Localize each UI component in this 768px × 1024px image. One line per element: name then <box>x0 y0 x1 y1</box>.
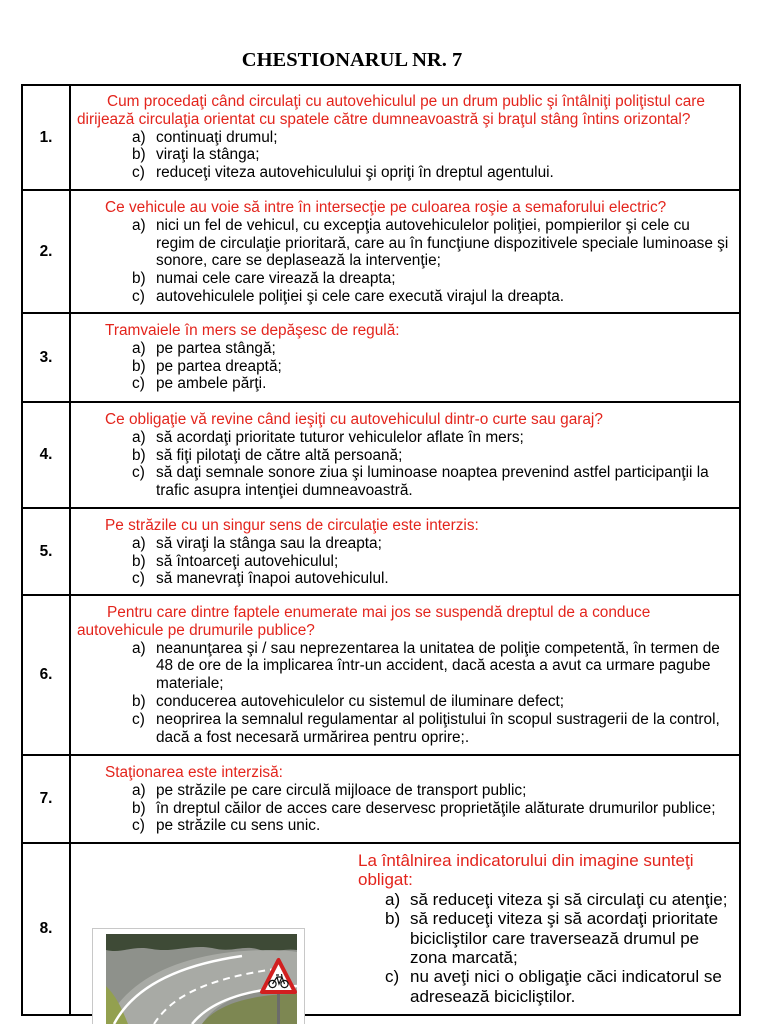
option-a <box>71 129 739 147</box>
question-line: Ce obligaţie vă revine când ieşiţi cu autovehiculul dintr-o curte sau garaj? <box>105 411 603 428</box>
option-line: neoprirea la semnalul regulamentar al poliţistului în scopul sustragerii de la control, <box>156 710 720 728</box>
option-line: în dreptul căilor de acces care deservesc proprietăţile alăturate drumurilor publice; <box>156 799 716 817</box>
option-letter: a) <box>132 781 146 799</box>
question-number: 2. <box>23 191 71 312</box>
option-line: să reduceţi viteza şi să circulaţi cu atenţie; <box>410 889 728 909</box>
question-number: 4. <box>23 403 71 507</box>
option-a <box>71 890 739 909</box>
question-row-2 <box>23 189 739 312</box>
option-c <box>71 570 739 588</box>
option-text <box>156 817 739 835</box>
option-line: materiale; <box>156 675 224 693</box>
option-a <box>71 340 739 358</box>
option-line: adresează bicicliştilor. <box>410 986 576 1006</box>
option-text <box>156 570 739 588</box>
question-text <box>71 93 739 129</box>
option-line: pe partea dreaptă; <box>156 357 282 375</box>
question-row-3 <box>23 312 739 401</box>
option-letter: a) <box>132 639 146 657</box>
option-text <box>410 967 739 1006</box>
question-line: obligat: <box>358 870 413 890</box>
question-line: dirijează circulaţia orientat cu spatele către dumneavoastră şi braţul stâng întins orizontal? <box>77 110 691 128</box>
option-b <box>71 146 739 164</box>
option-letter: b) <box>132 446 146 464</box>
question-cell <box>71 314 739 401</box>
option-line: pe străzile pe care circulă mijloace de transport public; <box>156 781 527 799</box>
sign-post <box>277 992 280 1024</box>
question-text <box>71 199 739 217</box>
question-number: 8. <box>23 844 71 1014</box>
option-line: numai cele care virează la dreapta; <box>156 270 396 288</box>
option-line: conducerea autovehiculelor cu sistemul de iluminare defect; <box>156 692 565 710</box>
option-letter: b) <box>132 692 146 710</box>
option-b <box>71 358 739 376</box>
option-text <box>410 909 739 967</box>
question-number: 6. <box>23 596 71 754</box>
option-text <box>410 890 739 909</box>
option-letter: a) <box>132 534 146 552</box>
option-a <box>71 640 739 693</box>
option-c <box>71 711 739 747</box>
question-text <box>71 851 739 890</box>
option-text <box>156 447 739 465</box>
question-cell <box>71 86 739 189</box>
option-c <box>71 464 739 500</box>
option-text <box>156 711 739 747</box>
option-b <box>71 447 739 465</box>
question-line: Pentru care dintre faptele enumerate mai jos se suspendă dreptul de a conduce <box>107 604 651 621</box>
option-line: viraţi la stânga; <box>156 146 260 164</box>
option-letter: c) <box>132 570 145 588</box>
page-title: CHESTIONARUL NR. 7 <box>241 49 463 71</box>
option-line: să viraţi la stânga sau la dreapta; <box>156 534 382 552</box>
question-number: 5. <box>23 509 71 594</box>
option-text <box>156 288 739 306</box>
option-text <box>156 217 739 270</box>
option-letter: b) <box>132 270 146 288</box>
option-text <box>156 129 739 147</box>
option-line: bicicliştilor care traversează drumul pe <box>410 928 700 948</box>
option-letter: b) <box>385 909 401 929</box>
option-letter: c) <box>385 967 400 987</box>
question-cell <box>71 403 739 507</box>
option-b <box>71 693 739 711</box>
option-text <box>156 782 739 800</box>
option-letter: b) <box>132 357 146 375</box>
option-line: pe ambele părţi. <box>156 375 267 393</box>
option-line: trafic asupra intenţiei dumneavoastră. <box>156 482 413 500</box>
question-row-4 <box>23 401 739 507</box>
question-line: Cum procedaţi când circulaţi cu autovehiculul pe un drum public şi întâlniţi poliţistul care <box>107 93 705 110</box>
questionnaire-table <box>21 84 741 1016</box>
question-text <box>71 322 739 340</box>
option-a <box>71 535 739 553</box>
question-number: 1. <box>23 86 71 189</box>
option-text <box>156 800 739 818</box>
option-letter: b) <box>132 146 146 164</box>
option-line: neanunţarea şi / sau neprezentarea la unitatea de poliţie competentă, în termen de <box>156 639 720 657</box>
question-line: Ce vehicule au voie să intre în intersecţie pe culoarea roşie a semaforului electric? <box>105 199 667 216</box>
option-c <box>71 375 739 393</box>
option-b <box>71 800 739 818</box>
question-row-7 <box>23 754 739 842</box>
question-text <box>71 604 739 640</box>
option-text <box>156 358 739 376</box>
option-text <box>156 164 739 182</box>
option-b <box>71 270 739 288</box>
option-letter: c) <box>132 375 145 393</box>
option-line: să acordaţi prioritate tuturor vehiculelor aflate în mers; <box>156 428 524 446</box>
option-a <box>71 217 739 270</box>
question-cell <box>71 191 739 312</box>
question-number: 3. <box>23 314 71 401</box>
option-line: sonore, care se deplasează la intervenţie; <box>156 252 441 270</box>
option-letter: c) <box>132 287 145 305</box>
question-line: autovehicule pe drumurile publice? <box>77 621 315 639</box>
option-line: să reduceţi viteza şi să acordaţi prioritate <box>410 909 719 929</box>
option-letter: c) <box>132 164 145 182</box>
question-cell <box>71 596 739 754</box>
option-letter: b) <box>132 799 146 817</box>
option-letter: c) <box>132 817 145 835</box>
option-line: nu aveţi nici o obligaţie căci indicatorul se <box>410 967 722 987</box>
option-line: regim de circulaţie prioritară, care au în funcţiune dispozitivele speciale luminoase şi <box>156 234 729 252</box>
option-text <box>156 146 739 164</box>
option-letter: a) <box>132 428 146 446</box>
option-line: autovehiculele poliţiei şi cele care execută virajul la dreapta. <box>156 287 565 305</box>
question-cell <box>71 509 739 594</box>
road-sign-photo <box>92 928 305 1024</box>
question-text <box>71 764 739 782</box>
option-c <box>71 288 739 306</box>
option-line: 48 de ore de la implicarea într-un accident, dacă acesta a avut ca urmare pagube <box>156 657 711 675</box>
option-line: pe străzile cu sens unic. <box>156 817 321 835</box>
option-text <box>156 464 739 500</box>
question-row-5 <box>23 507 739 594</box>
option-line: reduceţi viteza autovehiculului şi opriţi în dreptul agentului. <box>156 164 554 182</box>
question-cell <box>71 756 739 842</box>
option-line: să întoarceţi autovehiculul; <box>156 552 339 570</box>
question-line: Pe străzile cu un singur sens de circulaţie este interzis: <box>105 517 479 534</box>
option-letter: a) <box>132 216 146 234</box>
option-letter: c) <box>132 710 145 728</box>
question-row-6 <box>23 594 739 754</box>
option-text <box>156 553 739 571</box>
option-c <box>71 164 739 182</box>
option-text <box>156 375 739 393</box>
option-letter: c) <box>132 464 145 482</box>
option-line: continuaţi drumul; <box>156 128 278 146</box>
option-text <box>156 270 739 288</box>
option-line: să manevraţi înapoi autovehiculul. <box>156 570 389 588</box>
question-line: Staţionarea este interzisă: <box>105 764 283 781</box>
option-letter: a) <box>132 339 146 357</box>
option-text <box>156 693 739 711</box>
question-text <box>71 411 739 429</box>
option-letter: a) <box>385 889 401 909</box>
option-line: să daţi semnale sonore ziua şi luminoase noaptea prevenind astfel participanţii la <box>156 464 709 482</box>
option-text <box>156 429 739 447</box>
option-line: zona marcată; <box>410 948 518 968</box>
option-a <box>71 429 739 447</box>
option-a <box>71 782 739 800</box>
option-b <box>71 553 739 571</box>
question-row-1 <box>23 86 739 189</box>
option-text <box>156 640 739 693</box>
question-text <box>71 517 739 535</box>
option-c <box>71 817 739 835</box>
option-line: nici un fel de vehicul, cu excepţia autovehiculelor poliţiei, pompierilor şi cele cu <box>156 216 690 234</box>
option-letter: b) <box>132 552 146 570</box>
question-number: 7. <box>23 756 71 842</box>
option-text <box>156 340 739 358</box>
question-line: La întâlnirea indicatorului din imagine sunteţi <box>358 851 694 870</box>
option-line: pe partea stângă; <box>156 339 276 357</box>
option-line: să fiţi pilotaţi de către altă persoană; <box>156 446 403 464</box>
question-line: Tramvaiele în mers se depăşesc de regulă: <box>105 322 400 339</box>
option-text <box>156 535 739 553</box>
option-line: dacă a fost necesară urmărirea pentru oprire;. <box>156 728 470 746</box>
option-letter: a) <box>132 128 146 146</box>
